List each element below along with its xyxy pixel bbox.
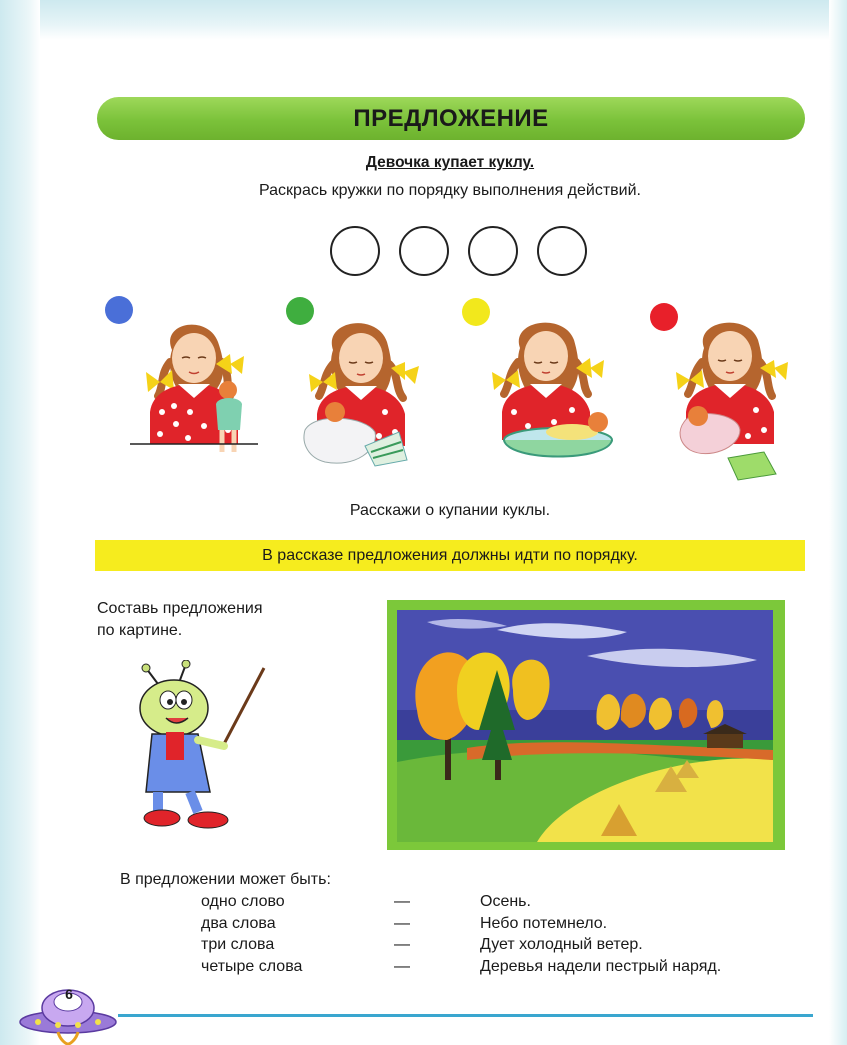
scene-girl-undressing-doll [295,312,425,477]
example-row [0,915,847,937]
example-count: два слова [201,915,276,932]
example-dash: — [394,936,410,953]
tell-instruction: Расскажи о купании куклы. [349,502,551,519]
alien-mascot-illustration [128,660,273,835]
blue-dot [105,296,133,324]
answer-circle-4[interactable] [537,226,587,276]
scene-girl-washing-doll [488,312,628,467]
compose-instruction [97,598,263,642]
rule-text: В рассказе предложения должны идти по порядку. [262,546,638,564]
title-banner [97,97,805,140]
example-count: три слова [201,936,275,953]
answer-circle-1[interactable] [330,226,380,276]
footer-divider [118,1014,813,1017]
may-be-label: В предложении может быть: [120,871,331,888]
example-sentence: Осень. [480,893,531,910]
example-count: четыре слова [201,958,303,975]
page-frame-top [0,0,847,40]
scene-girl-holding-doll [130,312,265,462]
example-sentence: Девочка купает куклу. [365,154,535,171]
example-sentence: Дует холодный ветер. [480,936,643,953]
autumn-landscape-painting[interactable] [387,600,785,850]
answer-circle-3[interactable] [468,226,518,276]
compose-line-2: по картине. [97,622,183,639]
compose-line-1: Составь предложения [97,600,263,617]
example-row [0,936,847,958]
example-row [0,893,847,915]
answer-circle-2[interactable] [399,226,449,276]
rule-banner [95,540,805,571]
example-sentence: Небо потемнело. [480,915,608,932]
example-dash: — [394,915,410,932]
example-count: одно слово [201,893,285,910]
example-row [0,958,847,980]
example-dash: — [394,893,410,910]
page-number: 6 [65,986,73,1002]
scene-girl-drying-doll [668,312,793,484]
yellow-dot [462,298,490,326]
example-sentence: Деревья надели пестрый наряд. [480,958,722,975]
example-dash: — [394,958,410,975]
answer-circles [330,226,590,278]
coloring-instruction: Раскрась кружки по порядку выполнения действий. [259,182,641,199]
page-title: ПРЕДЛОЖЕНИЕ [353,104,549,132]
